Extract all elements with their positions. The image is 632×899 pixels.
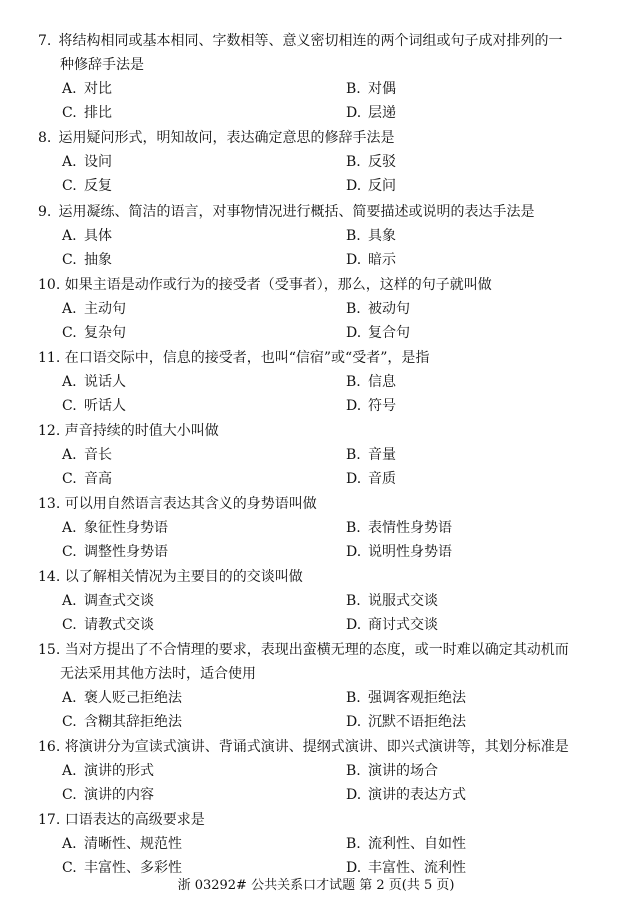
option-text: 具体 — [84, 228, 112, 244]
option-c — [62, 325, 126, 341]
option-label: A. — [62, 690, 77, 706]
option-text: 被动句 — [368, 301, 410, 317]
option-text: 丰富性、多彩性 — [84, 860, 182, 876]
option-d — [346, 105, 396, 121]
option-d — [346, 544, 452, 560]
option-label: B. — [346, 301, 361, 317]
option-text: 复合句 — [368, 325, 410, 341]
option-c — [62, 471, 112, 487]
option-text: 演讲的形式 — [84, 763, 154, 779]
option-text: 对偶 — [368, 81, 396, 97]
option-label: D. — [346, 714, 362, 730]
option-label: A. — [62, 836, 77, 852]
question-number: 8. — [38, 130, 52, 146]
option-a — [62, 81, 112, 97]
option-d — [346, 252, 396, 268]
question-stem — [38, 739, 569, 755]
option-label: B. — [346, 447, 361, 463]
option-b — [346, 593, 438, 609]
question-number: 14. — [38, 569, 61, 585]
option-text: 对比 — [84, 81, 112, 97]
option-a — [62, 836, 182, 852]
option-c — [62, 178, 112, 194]
option-text: 丰富性、流利性 — [368, 860, 466, 876]
option-b — [346, 154, 396, 170]
option-text: 调查式交谈 — [84, 593, 154, 609]
option-label: C. — [62, 252, 77, 268]
option-label: B. — [346, 228, 361, 244]
question-number: 10. — [38, 277, 61, 293]
option-label: B. — [346, 81, 361, 97]
option-label: B. — [346, 520, 361, 536]
option-label: A. — [62, 447, 77, 463]
option-text: 主动句 — [84, 301, 126, 317]
option-d — [346, 714, 466, 730]
option-label: A. — [62, 301, 77, 317]
option-c — [62, 252, 112, 268]
option-text: 说服式交谈 — [368, 593, 438, 609]
question-stem-text: 将结构相同或基本相同、字数相等、意义密切相连的两个词组或句子成对排列的一 — [58, 33, 563, 49]
option-label: D. — [346, 398, 362, 414]
question-stem — [38, 812, 205, 828]
option-a — [62, 520, 168, 536]
question-stem — [38, 496, 317, 512]
option-text: 听话人 — [84, 398, 126, 414]
option-text: 层递 — [368, 105, 396, 121]
question-stem-text: 运用疑问形式，明知故问，表达确定意思的修辞手法是 — [58, 130, 395, 146]
option-label: A. — [62, 154, 77, 170]
option-text: 具象 — [368, 228, 396, 244]
option-label: C. — [62, 617, 77, 633]
option-c — [62, 714, 182, 730]
option-label: D. — [346, 544, 362, 560]
option-label: D. — [346, 105, 362, 121]
question-stem — [60, 666, 256, 682]
question-stem — [38, 204, 534, 220]
option-a — [62, 447, 112, 463]
option-label: D. — [346, 325, 362, 341]
option-label: D. — [346, 860, 362, 876]
option-label: C. — [62, 325, 77, 341]
option-text: 象征性身势语 — [84, 520, 168, 536]
question-stem-text: 运用凝练、简洁的语言，对事物情况进行概括、简要描述或说明的表达手法是 — [58, 204, 535, 220]
option-label: C. — [62, 860, 77, 876]
option-label: D. — [346, 178, 362, 194]
question-stem-text: 声音持续的时值大小叫做 — [64, 423, 219, 439]
option-label: A. — [62, 593, 77, 609]
option-a — [62, 690, 182, 706]
option-text: 音质 — [368, 471, 396, 487]
option-b — [346, 374, 396, 390]
question-stem — [60, 57, 144, 73]
question-stem — [38, 569, 303, 585]
option-label: A. — [62, 228, 77, 244]
question-stem-text: 无法采用其他方法时，适合使用 — [60, 666, 256, 682]
option-text: 反驳 — [368, 154, 396, 170]
option-c — [62, 544, 168, 560]
option-text: 商讨式交谈 — [368, 617, 438, 633]
option-a — [62, 593, 154, 609]
option-label: D. — [346, 471, 362, 487]
option-text: 符号 — [368, 398, 396, 414]
option-b — [346, 228, 396, 244]
question-number: 7. — [38, 33, 52, 49]
option-label: D. — [346, 252, 362, 268]
option-text: 调整性身势语 — [84, 544, 168, 560]
option-d — [346, 178, 396, 194]
question-number: 16. — [38, 739, 61, 755]
question-stem-text: 如果主语是动作或行为的接受者（受事者），那么，这样的句子就叫做 — [64, 277, 492, 293]
option-a — [62, 154, 112, 170]
option-a — [62, 374, 126, 390]
option-c — [62, 398, 126, 414]
option-c — [62, 105, 112, 121]
question-stem — [38, 33, 562, 49]
option-label: C. — [62, 471, 77, 487]
option-text: 设问 — [84, 154, 112, 170]
option-text: 褒人贬己拒绝法 — [84, 690, 182, 706]
option-text: 演讲的内容 — [84, 787, 154, 803]
question-stem-text: 种修辞手法是 — [60, 57, 144, 73]
option-text: 暗示 — [368, 252, 396, 268]
option-label: A. — [62, 763, 77, 779]
option-label: D. — [346, 617, 362, 633]
option-c — [62, 787, 154, 803]
option-text: 强调客观拒绝法 — [368, 690, 466, 706]
option-text: 表情性身势语 — [368, 520, 452, 536]
option-text: 演讲的表达方式 — [368, 787, 466, 803]
option-text: 含糊其辞拒绝法 — [84, 714, 182, 730]
option-label: D. — [346, 787, 362, 803]
option-text: 沉默不语拒绝法 — [368, 714, 466, 730]
question-number: 15. — [38, 642, 61, 658]
question-number: 13. — [38, 496, 61, 512]
option-b — [346, 763, 438, 779]
option-text: 反问 — [368, 178, 396, 194]
option-text: 流利性、自如性 — [368, 836, 466, 852]
option-d — [346, 617, 438, 633]
question-stem-text: 将演讲分为宣读式演讲、背诵式演讲、提纲式演讲、即兴式演讲等，其划分标准是 — [64, 739, 569, 755]
option-text: 抽象 — [84, 252, 112, 268]
question-number: 12. — [38, 423, 61, 439]
option-text: 清晰性、规范性 — [84, 836, 182, 852]
question-number: 9. — [38, 204, 52, 220]
option-b — [346, 520, 452, 536]
option-d — [346, 860, 466, 876]
option-text: 音高 — [84, 471, 112, 487]
option-b — [346, 301, 410, 317]
option-text: 反复 — [84, 178, 112, 194]
page-footer: 浙 03292# 公共关系口才试题 第 2 页(共 5 页) — [177, 878, 455, 893]
option-text: 信息 — [368, 374, 396, 390]
option-label: C. — [62, 398, 77, 414]
option-d — [346, 787, 466, 803]
option-text: 请教式交谈 — [84, 617, 154, 633]
option-label: C. — [62, 714, 77, 730]
question-stem-text: 可以用自然语言表达其含义的身势语叫做 — [64, 496, 317, 512]
question-stem — [38, 130, 394, 146]
option-c — [62, 860, 182, 876]
option-label: B. — [346, 836, 361, 852]
question-stem — [38, 277, 492, 293]
option-label: B. — [346, 763, 361, 779]
option-text: 音长 — [84, 447, 112, 463]
option-a — [62, 301, 126, 317]
option-text: 音量 — [368, 447, 396, 463]
option-b — [346, 836, 466, 852]
question-stem-text: 当对方提出了不合情理的要求，表现出蛮横无理的态度，或一时难以确定其动机而 — [64, 642, 569, 658]
question-stem — [38, 423, 219, 439]
question-stem-text: 在口语交际中，信息的接受者，也叫“信宿”或“受者”，是指 — [64, 350, 430, 366]
option-text: 说明性身势语 — [368, 544, 452, 560]
question-stem-text: 以了解相关情况为主要目的的交谈叫做 — [64, 569, 303, 585]
question-stem — [38, 350, 429, 366]
option-label: C. — [62, 105, 77, 121]
option-text: 说话人 — [84, 374, 126, 390]
question-stem — [38, 642, 569, 658]
option-d — [346, 325, 410, 341]
option-label: B. — [346, 154, 361, 170]
option-b — [346, 690, 466, 706]
option-a — [62, 763, 154, 779]
option-label: C. — [62, 787, 77, 803]
option-label: A. — [62, 81, 77, 97]
option-label: A. — [62, 374, 77, 390]
option-text: 演讲的场合 — [368, 763, 438, 779]
option-label: B. — [346, 374, 361, 390]
question-number: 11. — [38, 350, 61, 366]
option-label: B. — [346, 690, 361, 706]
question-stem-text: 口语表达的高级要求是 — [64, 812, 205, 828]
option-c — [62, 617, 154, 633]
question-number: 17. — [38, 812, 61, 828]
option-text: 排比 — [84, 105, 112, 121]
option-text: 复杂句 — [84, 325, 126, 341]
option-a — [62, 228, 112, 244]
option-label: C. — [62, 544, 77, 560]
option-label: C. — [62, 178, 77, 194]
option-label: B. — [346, 593, 361, 609]
option-d — [346, 398, 396, 414]
option-b — [346, 81, 396, 97]
option-d — [346, 471, 396, 487]
option-b — [346, 447, 396, 463]
option-label: A. — [62, 520, 77, 536]
